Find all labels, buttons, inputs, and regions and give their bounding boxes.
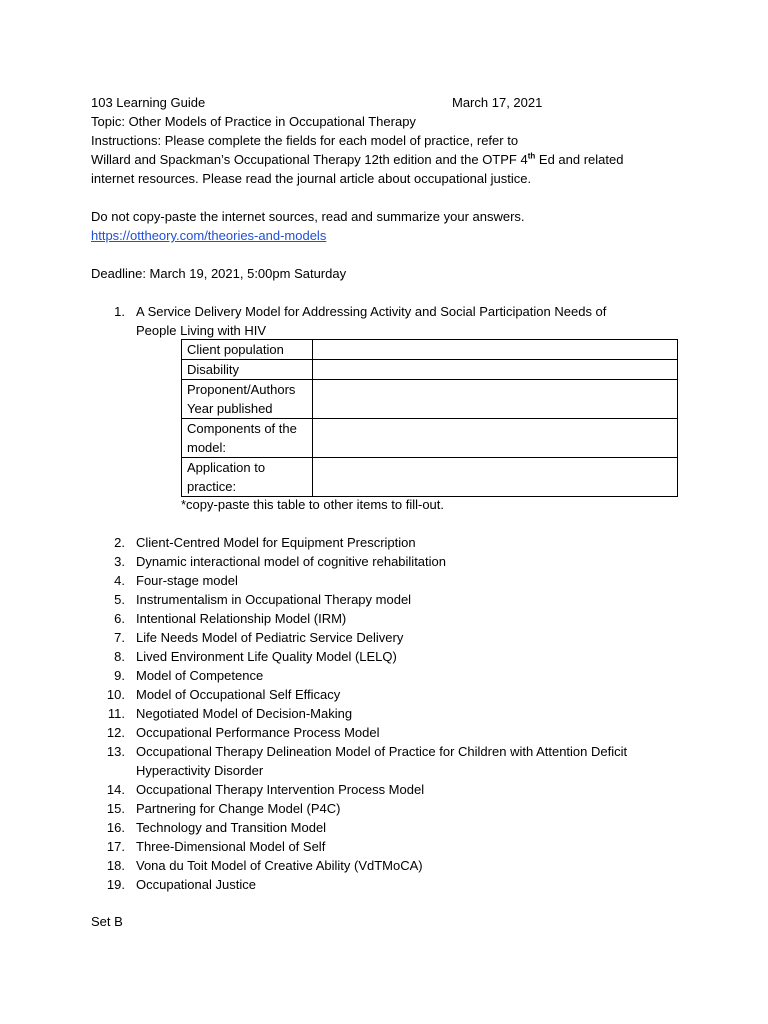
table-row [182,360,678,380]
table-cell-value[interactable] [313,458,678,497]
table-cell-value[interactable] [313,360,678,380]
list-item-text: Technology and Transition Model [136,820,327,835]
list-item-number: 8. [114,649,125,664]
instructions-line-2 [91,150,623,169]
document-date: March 17, 2021 [452,95,543,110]
list-item-text: Model of Competence [136,668,264,683]
list-item-text: Life Needs Model of Pediatric Service Delivery [136,630,404,645]
instructions-text-b: Ed and related [535,152,624,167]
model-fields-table [181,339,678,497]
table-row [182,340,678,360]
course-title: 103 Learning Guide [91,95,206,110]
list-item-number: 5. [114,592,125,607]
list-item-number: 10. [106,687,125,702]
list-item-number: 7. [114,630,125,645]
table-note: *copy-paste this table to other items to fill-out. [181,497,445,512]
list-item-number: 6. [114,611,125,626]
deadline-line: Deadline: March 19, 2021, 5:00pm Saturday [91,266,347,281]
list-item-number: 19. [106,877,125,892]
list-item-text: Negotiated Model of Decision-Making [136,706,353,721]
list-item-text: Lived Environment Life Quality Model (LELQ) [136,649,397,664]
superscript-th: th [527,151,536,161]
list-item-text: Model of Occupational Self Efficacy [136,687,341,702]
table-cell-value[interactable] [313,340,678,360]
list-item-text: Occupational Therapy Delineation Model of Practice for Children with Attention Deficit [136,744,628,759]
list-item-number: 4. [114,573,125,588]
instructions-text-a: Willard and Spackman’s Occupational Therapy 12th edition and the OTPF 4 [91,152,528,167]
list-item-text: Intentional Relationship Model (IRM) [136,611,347,626]
list-item-text: Occupational Justice [136,877,256,892]
list-item-text: People Living with HIV [136,323,267,338]
table-cell-value[interactable] [313,380,678,419]
table-cell-value[interactable] [313,419,678,458]
table-cell-label: Components of the model: [182,419,313,458]
list-item-text: Hyperactivity Disorder [136,763,264,778]
list-item-number: 12. [106,725,125,740]
list-item-text: Client-Centred Model for Equipment Prescription [136,535,416,550]
list-item-number: 17. [106,839,125,854]
list-item-number: 11. [107,706,125,721]
list-item-number: 18. [106,858,125,873]
list-item-text: A Service Delivery Model for Addressing Activity and Social Participation Needs of [136,304,607,319]
list-item-number: 1. [114,304,125,319]
table-cell-label: Proponent/Authors Year published [182,380,313,419]
list-item-text: Instrumentalism in Occupational Therapy model [136,592,412,607]
ottheory-link[interactable]: https://ottheory.com/theories-and-models [91,228,327,243]
list-item-number: 15. [106,801,125,816]
list-item-number: 3. [114,554,125,569]
instructions-line-1: Instructions: Please complete the fields for each model of practice, refer to [91,133,519,148]
table-cell-label: Application to practice: [182,458,313,497]
list-item-number: 9. [114,668,125,683]
topic-line: Topic: Other Models of Practice in Occupational Therapy [91,114,416,129]
instructions-line-3: internet resources. Please read the journal article about occupational justice. [91,171,532,186]
copy-note: Do not copy-paste the internet sources, read and summarize your answers. [91,209,525,224]
list-item-number: 13. [106,744,125,759]
list-item-text: Four-stage model [136,573,238,588]
list-item-text: Vona du Toit Model of Creative Ability (VdTMoCA) [136,858,423,873]
list-item-text: Three-Dimensional Model of Self [136,839,326,854]
set-label: Set B [91,914,123,929]
list-item-text: Partnering for Change Model (P4C) [136,801,341,816]
table-cell-label: Disability [182,360,313,380]
table-cell-label: Client population [182,340,313,360]
list-item-number: 16. [106,820,125,835]
list-item-number: 14. [106,782,125,797]
list-item-text: Occupational Performance Process Model [136,725,380,740]
table-row [182,458,678,497]
list-item-text: Occupational Therapy Intervention Process Model [136,782,425,797]
list-item-number: 2. [114,535,125,550]
table-row [182,419,678,458]
list-item-text: Dynamic interactional model of cognitive rehabilitation [136,554,446,569]
table-row [182,380,678,419]
